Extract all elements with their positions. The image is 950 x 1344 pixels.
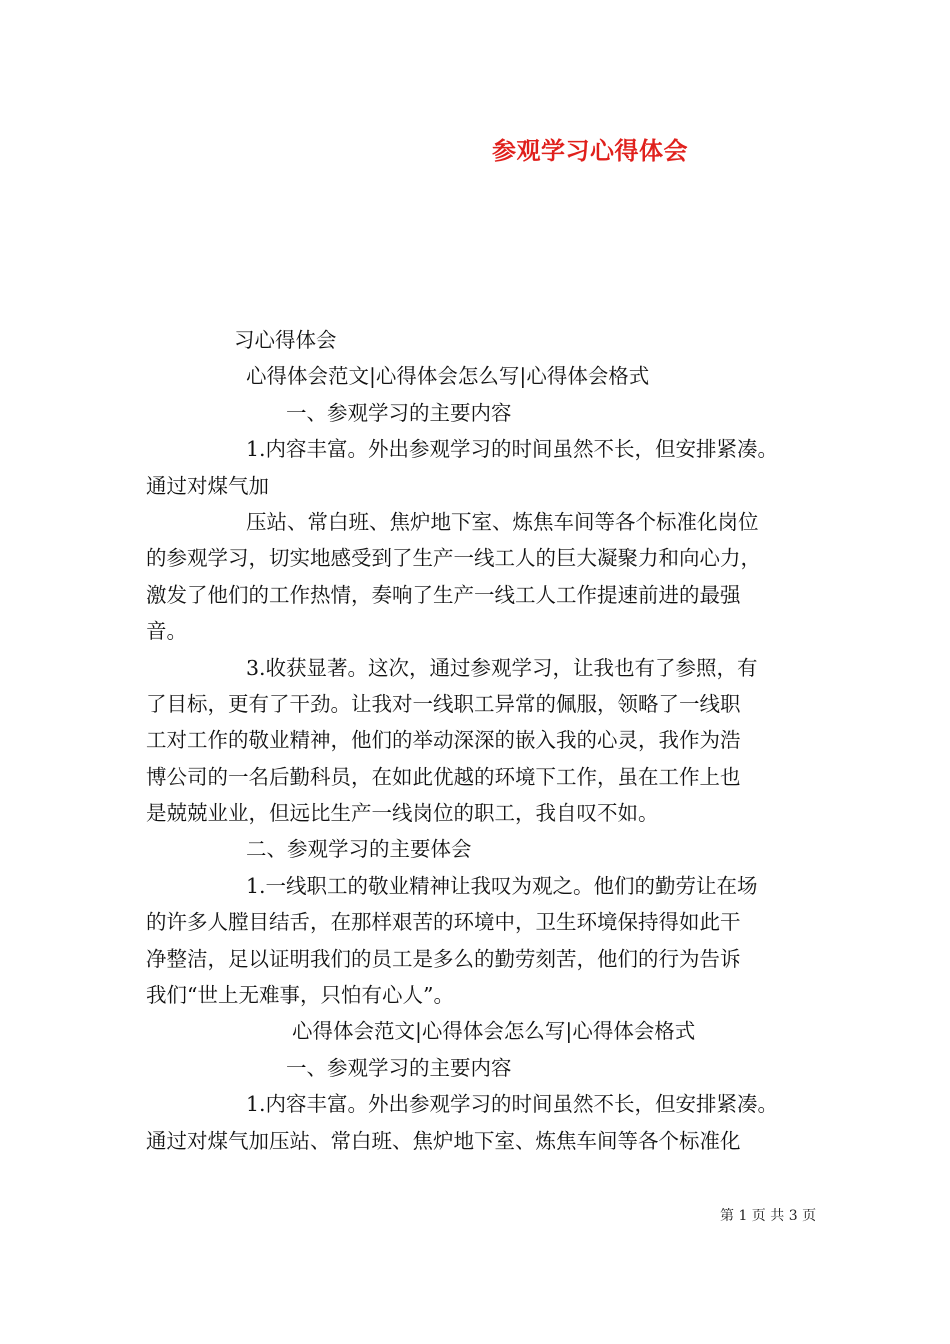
text-line: 了目标，更有了干劲。让我对一线职工异常的佩服，领略了一线职 <box>146 691 741 716</box>
text-line: 二、参观学习的主要体会 <box>246 837 472 862</box>
text-line: 音。 <box>146 619 187 644</box>
text-line: 净整洁，足以证明我们的员工是多么的勤劳刻苦，他们的行为告诉 <box>146 946 741 971</box>
page-footer: 第 1 页 共 3 页 <box>720 1208 817 1224</box>
text-line: 的许多人膛目结舌，在那样艰苦的环境中，卫生环境保持得如此干 <box>146 910 741 935</box>
document-body <box>146 322 818 1159</box>
text-line: 通过对煤气加 <box>146 473 269 498</box>
text-line: 3.收获显著。这次，通过参观学习，让我也有了参照，有 <box>246 655 758 680</box>
text-line: 工对工作的敬业精神，他们的举动深深的嵌入我的心灵，我作为浩 <box>146 728 741 753</box>
text-line: 1.内容丰富。外出参观学习的时间虽然不长，但安排紧凑。 <box>246 1092 779 1117</box>
text-line: 1.内容丰富。外出参观学习的时间虽然不长，但安排紧凑。 <box>246 437 779 462</box>
text-line: 激发了他们的工作热情，奏响了生产一线工人工作提速前进的最强 <box>146 582 741 607</box>
text-line: 习心得体会 <box>234 328 337 352</box>
text-line: 一、参观学习的主要内容 <box>286 400 512 425</box>
text-line: 博公司的一名后勤科员，在如此优越的环境下工作，虽在工作上也 <box>146 764 741 789</box>
title-area <box>0 0 950 200</box>
text-line: 我们“世上无难事，只怕有心人”。 <box>146 983 454 1008</box>
text-line: 心得体会范文|心得体会怎么写|心得体会格式 <box>292 1019 696 1044</box>
document-title: 参观学习心得体会 <box>492 137 688 165</box>
text-line: 一、参观学习的主要内容 <box>286 1055 512 1080</box>
text-line: 1.一线职工的敬业精神让我叹为观之。他们的勤劳让在场 <box>246 873 758 898</box>
text-line: 的参观学习，切实地感受到了生产一线工人的巨大凝聚力和向心力， <box>146 546 761 571</box>
text-line: 通过对煤气加压站、常白班、焦炉地下室、炼焦车间等各个标准化 <box>146 1128 741 1153</box>
text-line: 是兢兢业业，但远比生产一线岗位的职工，我自叹不如。 <box>146 801 659 826</box>
text-line: 心得体会范文|心得体会怎么写|心得体会格式 <box>246 364 650 389</box>
text-line: 压站、常白班、焦炉地下室、炼焦车间等各个标准化岗位 <box>246 509 759 534</box>
